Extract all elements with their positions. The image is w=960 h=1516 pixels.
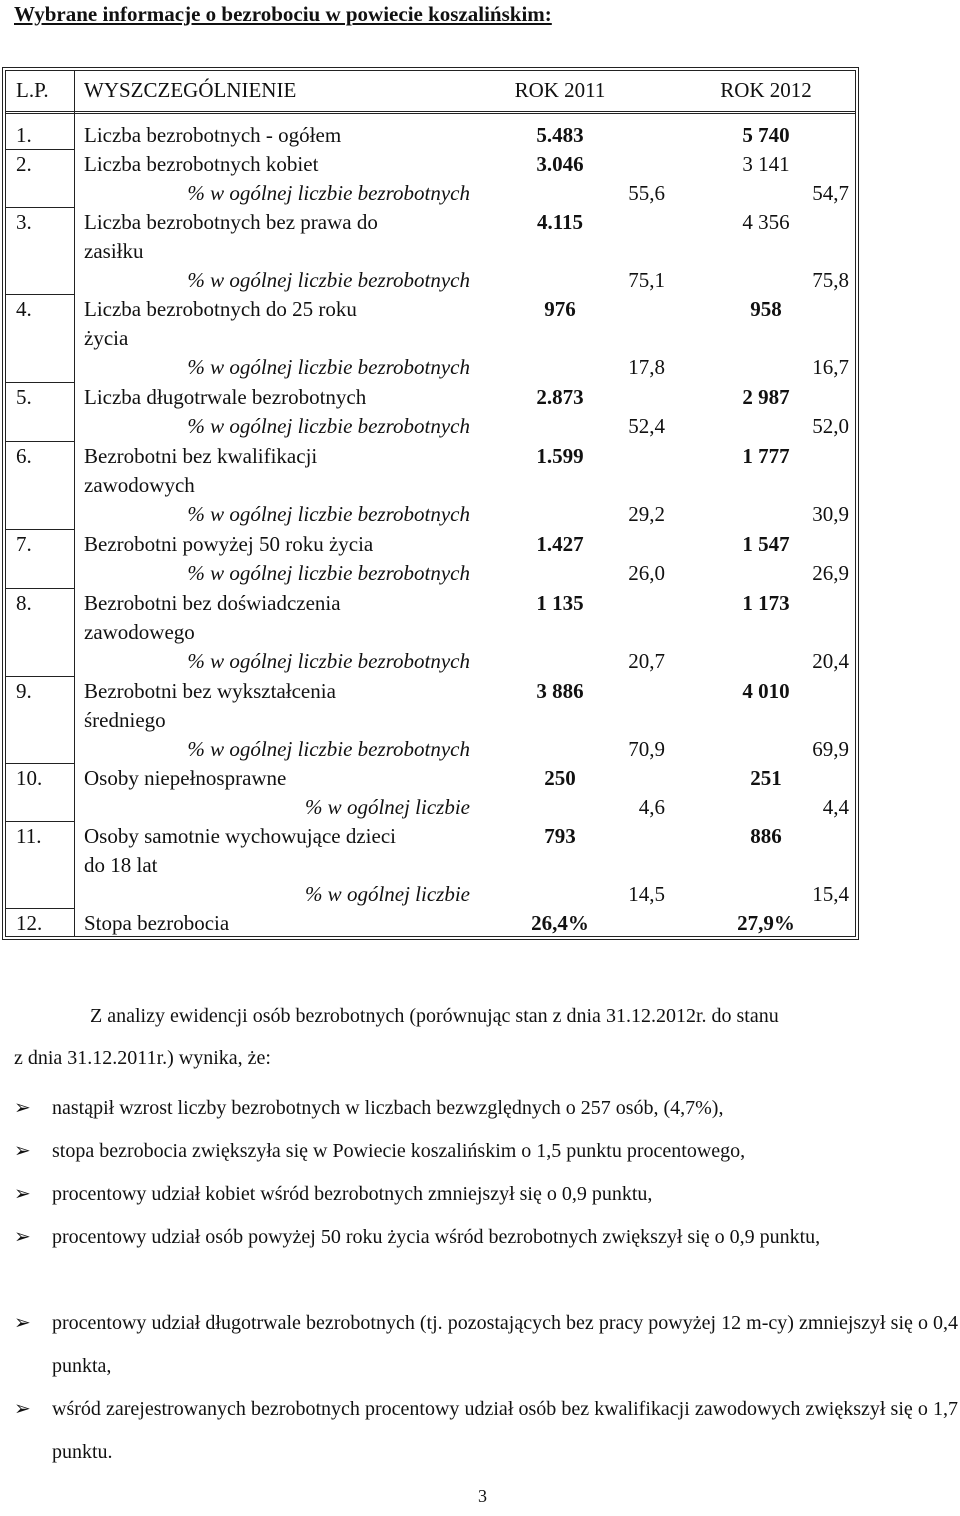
row-label-continued: zawodowego <box>84 620 195 644</box>
row-number: 1. <box>16 123 32 147</box>
row-divider <box>6 529 74 530</box>
value-2011: 1 135 <box>536 591 584 615</box>
bullet-arrow-icon: ➢ <box>14 1140 31 1162</box>
percent-2012: 15,4 <box>812 882 849 906</box>
row-number: 8. <box>16 591 32 615</box>
percent-2011: 75,1 <box>628 268 665 292</box>
analysis-intro-line2: z dnia 31.12.2011r.) wynika, że: <box>14 1047 271 1069</box>
percent-label: % w ogólnej liczbie bezrobotnych <box>187 355 470 379</box>
row-divider <box>6 676 74 677</box>
row-number: 5. <box>16 385 32 409</box>
row-label: Osoby samotnie wychowujące dzieci <box>84 824 396 848</box>
row-label-continued: życia <box>84 326 129 350</box>
row-number: 3. <box>16 210 32 234</box>
row-number: 9. <box>16 679 32 703</box>
header-description: WYSZCZEGÓLNIENIE <box>84 78 297 102</box>
percent-2012: 30,9 <box>812 502 849 526</box>
row-label: Bezrobotni bez kwalifikacji <box>84 444 318 468</box>
percent-2012: 69,9 <box>812 737 849 761</box>
percent-2011: 20,7 <box>628 649 665 673</box>
header-year-2011: ROK 2011 <box>514 78 606 102</box>
percent-label: % w ogólnej liczbie bezrobotnych <box>187 737 470 761</box>
row-divider <box>6 908 74 909</box>
percent-2012: 54,7 <box>812 181 849 205</box>
row-divider <box>6 207 74 208</box>
bullet-item: procentowy udział osób powyżej 50 roku życia wśród bezrobotnych zwiększył się o 0,9 punktu, <box>52 1226 821 1248</box>
percent-2012: 20,4 <box>812 649 849 673</box>
percent-2012: 52,0 <box>812 414 849 438</box>
row-label: Stopa bezrobocia <box>84 911 230 935</box>
row-number: 12. <box>16 911 43 935</box>
percent-label: % w ogólnej liczbie bezrobotnych <box>187 268 470 292</box>
row-divider <box>6 821 74 822</box>
value-2012: 1 777 <box>742 444 790 468</box>
row-number: 7. <box>16 532 32 556</box>
percent-2011: 17,8 <box>628 355 665 379</box>
value-2011: 3.046 <box>536 152 584 176</box>
value-2011: 2.873 <box>536 385 584 409</box>
row-divider <box>6 588 74 589</box>
value-2011: 1.599 <box>536 444 584 468</box>
row-number: 11. <box>16 824 42 848</box>
bullet-item: stopa bezrobocia zwiększyła się w Powiecie koszalińskim o 1,5 punktu procentowego, <box>52 1140 746 1162</box>
column-divider <box>74 71 75 936</box>
row-label: Bezrobotni bez wykształcenia <box>84 679 336 703</box>
percent-label: % w ogólnej liczbie bezrobotnych <box>187 502 470 526</box>
row-label-continued: zasiłku <box>84 239 144 263</box>
row-divider <box>6 294 74 295</box>
percent-label: % w ogólnej liczbie <box>304 795 470 819</box>
row-label: Liczba długotrwale bezrobotnych <box>84 385 367 409</box>
percent-2012: 26,9 <box>812 561 849 585</box>
percent-label: % w ogólnej liczbie bezrobotnych <box>187 649 470 673</box>
header-year-2012: ROK 2012 <box>720 78 812 102</box>
value-2011: 4.115 <box>536 210 584 234</box>
header-lp: L.P. <box>16 78 49 102</box>
value-2012: 251 <box>750 766 782 790</box>
row-label: Bezrobotni powyżej 50 roku życia <box>84 532 374 556</box>
value-2011: 250 <box>544 766 576 790</box>
row-label: Liczba bezrobotnych bez prawa do <box>84 210 378 234</box>
row-label: Osoby niepełnosprawne <box>84 766 287 790</box>
row-number: 2. <box>16 152 32 176</box>
percent-2011: 55,6 <box>628 181 665 205</box>
value-2011: 1.427 <box>536 532 584 556</box>
value-2011: 5.483 <box>536 123 584 147</box>
row-label: Liczba bezrobotnych do 25 roku <box>84 297 357 321</box>
row-divider <box>6 382 74 383</box>
page-heading: Wybrane informacje o bezrobociu w powiecie koszalińskim: <box>14 2 552 26</box>
value-2011: 26,4% <box>531 911 589 935</box>
bullet-arrow-icon: ➢ <box>14 1226 31 1248</box>
percent-2011: 14,5 <box>628 882 665 906</box>
bullet-arrow-icon: ➢ <box>14 1398 31 1420</box>
percent-2011: 52,4 <box>628 414 665 438</box>
value-2012: 27,9% <box>737 911 795 935</box>
row-label-continued: zawodowych <box>84 473 195 497</box>
value-2012: 958 <box>750 297 782 321</box>
percent-label: % w ogólnej liczbie <box>304 882 470 906</box>
value-2011: 976 <box>544 297 576 321</box>
row-number: 6. <box>16 444 32 468</box>
value-2012: 1 173 <box>742 591 790 615</box>
row-label: Liczba bezrobotnych kobiet <box>84 152 319 176</box>
value-2012: 1 547 <box>742 532 790 556</box>
value-2011: 793 <box>544 824 576 848</box>
row-label-continued: do 18 lat <box>84 853 158 877</box>
percent-label: % w ogólnej liczbie bezrobotnych <box>187 414 470 438</box>
percent-2011: 4,6 <box>638 795 665 819</box>
percent-label: % w ogólnej liczbie bezrobotnych <box>187 181 470 205</box>
row-number: 10. <box>16 766 43 790</box>
row-divider <box>6 441 74 442</box>
value-2012: 886 <box>750 824 782 848</box>
value-2012: 2 987 <box>742 385 790 409</box>
bullet-arrow-icon: ➢ <box>14 1097 31 1119</box>
bullet-item: procentowy udział długotrwale bezrobotnych (tj. pozostających bez pracy powyżej 12 m-cy) zmniejszył się o 0,4 punkta, <box>52 1312 958 1377</box>
table-header-row <box>6 71 855 114</box>
bullet-item: wśród zarejestrowanych bezrobotnych procentowy udział osób bez kwalifikacji zawodowych zwiększył się o 1,7 punktu. <box>52 1398 958 1463</box>
page-number: 3 <box>478 1486 487 1506</box>
analysis-intro-line1: Z analizy ewidencji osób bezrobotnych (porównując stan z dnia 31.12.2012r. do stanu <box>90 1005 779 1027</box>
row-number: 4. <box>16 297 32 321</box>
percent-2012: 16,7 <box>812 355 849 379</box>
row-divider <box>6 763 74 764</box>
bullet-arrow-icon: ➢ <box>14 1183 31 1205</box>
row-label: Liczba bezrobotnych - ogółem <box>84 123 342 147</box>
percent-2011: 26,0 <box>628 561 665 585</box>
percent-2012: 4,4 <box>822 795 849 819</box>
percent-2011: 29,2 <box>628 502 665 526</box>
value-2012: 4 356 <box>742 210 790 234</box>
value-2012: 5 740 <box>742 123 790 147</box>
row-label-continued: średniego <box>84 708 166 732</box>
row-divider <box>6 149 74 150</box>
bullet-arrow-icon: ➢ <box>14 1312 31 1334</box>
value-2012: 4 010 <box>742 679 790 703</box>
row-label: Bezrobotni bez doświadczenia <box>84 591 341 615</box>
value-2012: 3 141 <box>742 152 790 176</box>
percent-2012: 75,8 <box>812 268 849 292</box>
unemployment-table <box>2 67 859 940</box>
value-2011: 3 886 <box>536 679 584 703</box>
percent-2011: 70,9 <box>628 737 665 761</box>
bullet-item: procentowy udział kobiet wśród bezrobotnych zmniejszył się o 0,9 punktu, <box>52 1183 653 1205</box>
percent-label: % w ogólnej liczbie bezrobotnych <box>187 561 470 585</box>
bullet-item: nastąpił wzrost liczby bezrobotnych w liczbach bezwzględnych o 257 osób, (4,7%), <box>52 1097 724 1119</box>
